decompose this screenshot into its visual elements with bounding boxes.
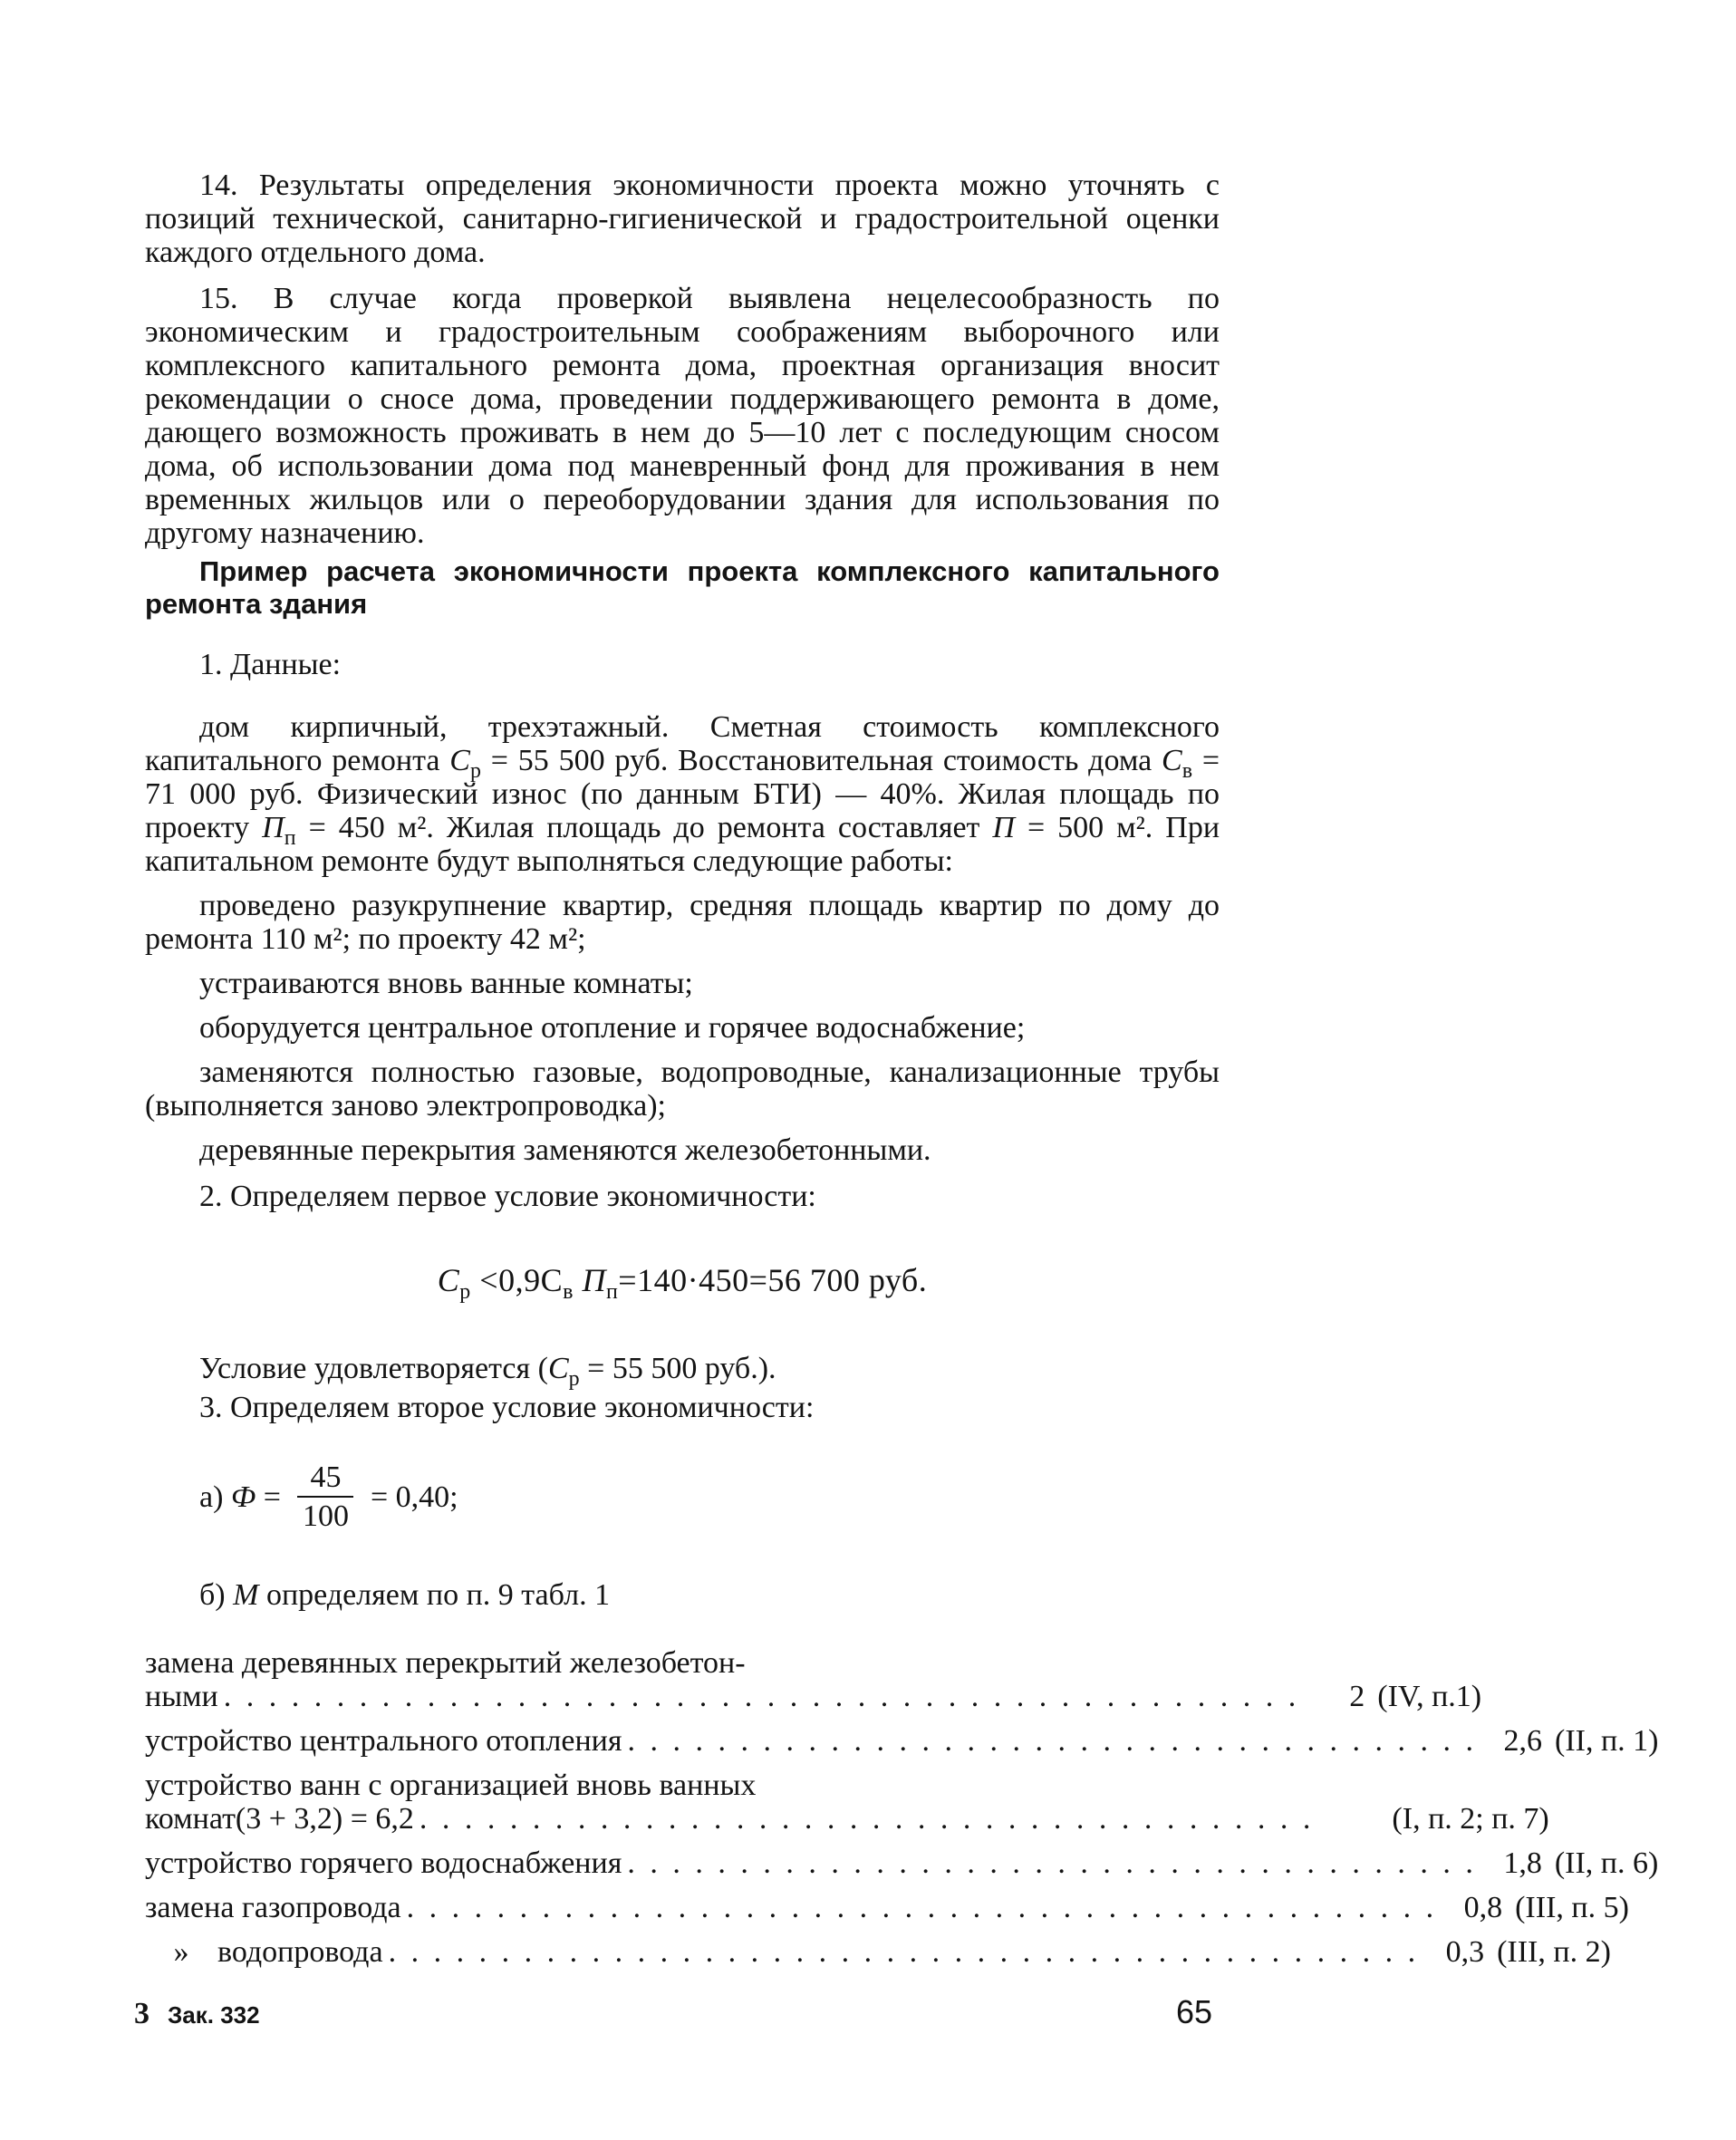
leader-dots: . . . . . . . . . . . . . . . . . . . . . . . . . . . . . . . . . . . . . . . . <box>419 1802 1315 1836</box>
page-number: 65 <box>1175 1993 1212 2030</box>
leader-dots: . . . . . . . . . . . . . . . . . . . . . . . . . . . . . . . . . . . . . . . . . . . . . . <box>388 1935 1420 1969</box>
leader-dots: . . . . . . . . . . . . . . . . . . . . . . . . . . . . . . . . . . . . . . . . . . . . . . <box>406 1891 1438 1924</box>
works-item-3: оборудуется центральное отопление и горячее водоснабжение; <box>199 1011 1026 1045</box>
condition-satisfied: Условие удовлетворяется ($C_р = 55$ 500 руб.). <box>199 1352 776 1391</box>
paragraph-14: 14. Результаты определения экономичности проекта можно уточнять с позиций технической, санитарно-гигиенической и градостроительной оценки каждого отдельного дома. <box>145 169 1220 269</box>
works-item-1: проведено разукрупнение квартир, средняя площадь квартир по дому до ремонта 110 м²; по проекту 42 м²; <box>145 889 1220 956</box>
table-row: замена деревянных перекрытий железобетон- ными . . . . . . . . . . . . . . . . . . . . . . . . . . . . . . . . . . . . . . . . . . . . . . . . 2 (IV, п.1) <box>145 1646 1482 1713</box>
step-1-data: дом кирпичный, трехэтажный. Сметная стоимость комплексного капитального ремонта $C_р = 55$ 500 руб. Восстановительная стоимость дома $C_в = 71$ 000 руб. Физический износ (по данным БТИ) — 40%. Жилая площадь по проекту $П_п = 450$ м². Жилая площадь до ремонта составляет П = 500 м². При капитальном ремонте будут выполняться следующие работы: <box>145 710 1220 878</box>
leader-dots: . . . . . . . . . . . . . . . . . . . . . . . . . . . . . . . . . . . . . . <box>627 1846 1477 1880</box>
text-column <box>145 169 1659 1969</box>
formula-phi: а) Ф = $\frac{45}{100}$ = 0,40; <box>199 1460 458 1533</box>
example-heading: Пример расчета экономичности проекта комплексного капитального ремонта здания <box>145 555 1220 620</box>
step-3-b: б) М определяем по п. 9 табл. 1 <box>199 1578 611 1612</box>
step-1-title: 1. Данные: <box>199 648 342 681</box>
printer-signature: 3 Зак. 332 <box>134 1997 260 2030</box>
coefficients-table <box>145 1646 1659 1969</box>
formula-first-condition: $C_р <0,9C_в$ $П_п=140\cdot 450=56$ 700 руб. <box>437 1262 928 1305</box>
table-row: устройство ванн с организацией вновь ванных комнат(3 + 3,2) = 6,2 . . . . . . . . . . . . . . . . . . . . . . . . . . . . . . . . . . . . . . . . (I, п. 2; п. 7) <box>145 1769 1549 1836</box>
step-2-title: 2. Определяем первое условие экономичности: <box>199 1180 816 1213</box>
page-footer <box>134 1993 1212 2031</box>
leader-dots: . . . . . . . . . . . . . . . . . . . . . . . . . . . . . . . . . . . . . . . . . . . . . . . . <box>223 1680 1300 1713</box>
fraction <box>290 1460 362 1533</box>
fraction-numerator: 45 <box>297 1460 353 1498</box>
leader-dots: . . . . . . . . . . . . . . . . . . . . . . . . . . . . . . . . . . . . . . <box>627 1724 1477 1758</box>
paragraph-15: 15. В случае когда проверкой выявлена нецелесообразность по экономическим и градостроительным соображениям выборочного или комплексного капитального ремонта дома, проектная организация вносит рекомендации о сносе дома, проведении поддерживающего ремонта в доме, дающего возможность проживать в нем до 5—10 лет с последующим сносом дома, об использовании дома под маневренный фонд для проживания в нем временных жильцов или о переоборудовании здания для использования по другому назначению. <box>145 282 1220 550</box>
table-row: устройство центрального отопления . . . . . . . . . . . . . . . . . . . . . . . . . . . . . . . . . . . . . . 2,6 (II, п. 1) <box>145 1724 1659 1758</box>
table-row: замена газопровода . . . . . . . . . . . . . . . . . . . . . . . . . . . . . . . . . . . . . . . . . . . . . . 0,8 (III, п. 5) <box>145 1891 1629 1924</box>
works-item-5: деревянные перекрытия заменяются железобетонными. <box>199 1133 931 1167</box>
table-row: устройство горячего водоснабжения . . . . . . . . . . . . . . . . . . . . . . . . . . . . . . . . . . . . . . 1,8 (II, п. 6) <box>145 1846 1659 1880</box>
works-item-2: устраиваются вновь ванные комнаты; <box>199 967 693 1000</box>
table-row: » водопровода . . . . . . . . . . . . . . . . . . . . . . . . . . . . . . . . . . . . . . . . . . . . . . 0,3 (III, п. 2) <box>145 1935 1220 1969</box>
step-3-title: 3. Определяем второе условие экономичности: <box>199 1391 815 1424</box>
fraction-denominator: 100 <box>302 1499 349 1533</box>
ditto-mark: » <box>173 1935 189 1969</box>
works-item-4: заменяются полностью газовые, водопроводные, канализационные трубы (выполняется заново электропроводка); <box>145 1056 1220 1123</box>
